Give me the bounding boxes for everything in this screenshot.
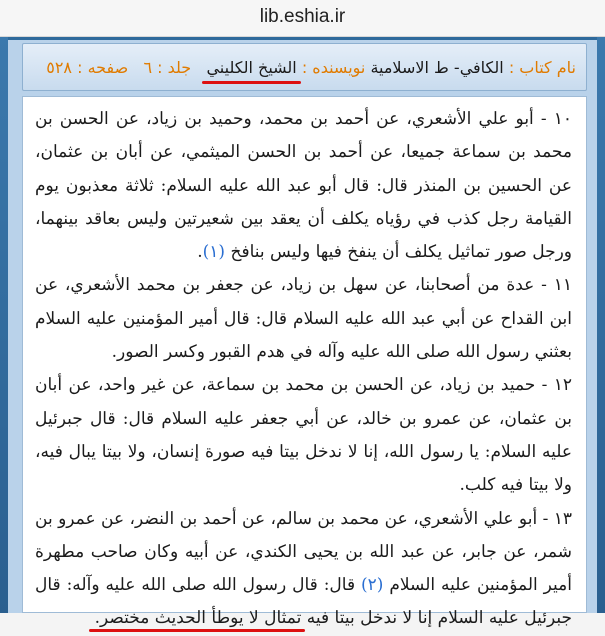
volume-key: جلد : [157, 58, 192, 77]
hadith-13-text-2: قال: قال رسول الله صلى الله عليه وآله: قال جبرئيل عليه السلام إنا لا ندخل بيتا فيه [35, 575, 572, 629]
hadith-10-text: ١٠ - أبو علي الأشعري، عن أحمد بن محمد، وحميد بن زياد، عن الحسن بن محمد بن سماعة جميعا، عن أحمد بن الحسن الميثمي، عن أبان بن عثمان، عن الحسين بن المنذر قال: قال أبو عبد الله عليه السلام: ثلاثة معذبون يوم القيامة رجل كذب في رؤياه يكلف أن يعقد بين شعيرتين وليس بعاقد بينهما، ورجل صور تماثيل يكلف أن ينفخ فيها وليس بنافخ [35, 109, 572, 263]
hadith-13-text: ١٣ - أبو علي الأشعري، عن محمد بن سالم، عن أحمد بن النضر، عن عمرو بن شمر، عن جابر، عن عبد الله بن يحيى الكندي، عن أبيه وكان صاحب مطهرة أمير المؤمنين عليه السلام [35, 508, 573, 596]
hadith-13-underlined: تمثال لا يوطأ الحديث مختصر. [94, 608, 302, 629]
address-bar[interactable] [0, 0, 605, 37]
frame-right-border [597, 37, 605, 613]
author-link[interactable]: الشيخ الكليني [206, 58, 297, 77]
hadith-11 [35, 269, 572, 369]
footnote-link-2[interactable]: (٢) [361, 575, 384, 596]
book-info-header [22, 43, 587, 91]
hadith-12 [35, 369, 572, 502]
author-key: نويسنده : [301, 58, 366, 77]
author-red-underline [202, 81, 300, 84]
footnote-link-1[interactable]: (١) [202, 242, 226, 263]
author-wrapper [206, 44, 296, 92]
url-text: lib.eshia.ir [259, 6, 346, 27]
book-title-key: نام کتاب : [508, 58, 576, 77]
hadith-12-text: ١٢ - حميد بن زياد، عن الحسن بن محمد بن سماعة، عن غير واحد، عن أبان بن عثمان، عن عمرو بن خالد، عن أبي جعفر عليه السلام قال: قال جبرئيل عليه السلام: يا رسول الله، إنا لا ندخل بيتا فيه صورة إنسان، ولا بيتا يبال فيه، ولا بيتا فيه كلب. [35, 375, 572, 496]
book-title-link[interactable]: الكافي- ط الاسلامية [370, 58, 504, 77]
page-key: صفحه : [77, 58, 129, 77]
frame-left-border [0, 37, 8, 613]
hadith-10: ١٠ - أبو علي الأشعري، عن أحمد بن محمد، وحميد بن زياد، عن الحسن بن محمد بن سماعة جميعا، عن أحمد بن الحسن الميثمي، عن أبان بن عثمان، عن الحسين بن المنذر قال: قال أبو عبد الله عليه السلام: ثلاثة معذبون يوم القيامة رجل كذب في رؤياه يكلف أن يعقد بين شعيرتين وليس بعاقد بينهما، ورجل صور تماثيل يكلف أن ينفخ فيها وليس بنافخ (١). [35, 109, 572, 263]
hadith-11-text: ١١ - عدة من أصحابنا، عن سهل بن زياد، عن جعفر بن محمد الأشعري، عن ابن القداح عن أبي عبد الله عليه السلام قال: قال أمير المؤمنين عليه السلام بعثني رسول الله صلى الله عليه وآله في هدم القبور وكسر الصور. [35, 275, 572, 363]
hadith-13 [35, 503, 572, 636]
volume-value: ٦ [143, 58, 153, 77]
hadith-content [22, 96, 587, 629]
page-value: ٥٢٨ [46, 58, 73, 77]
